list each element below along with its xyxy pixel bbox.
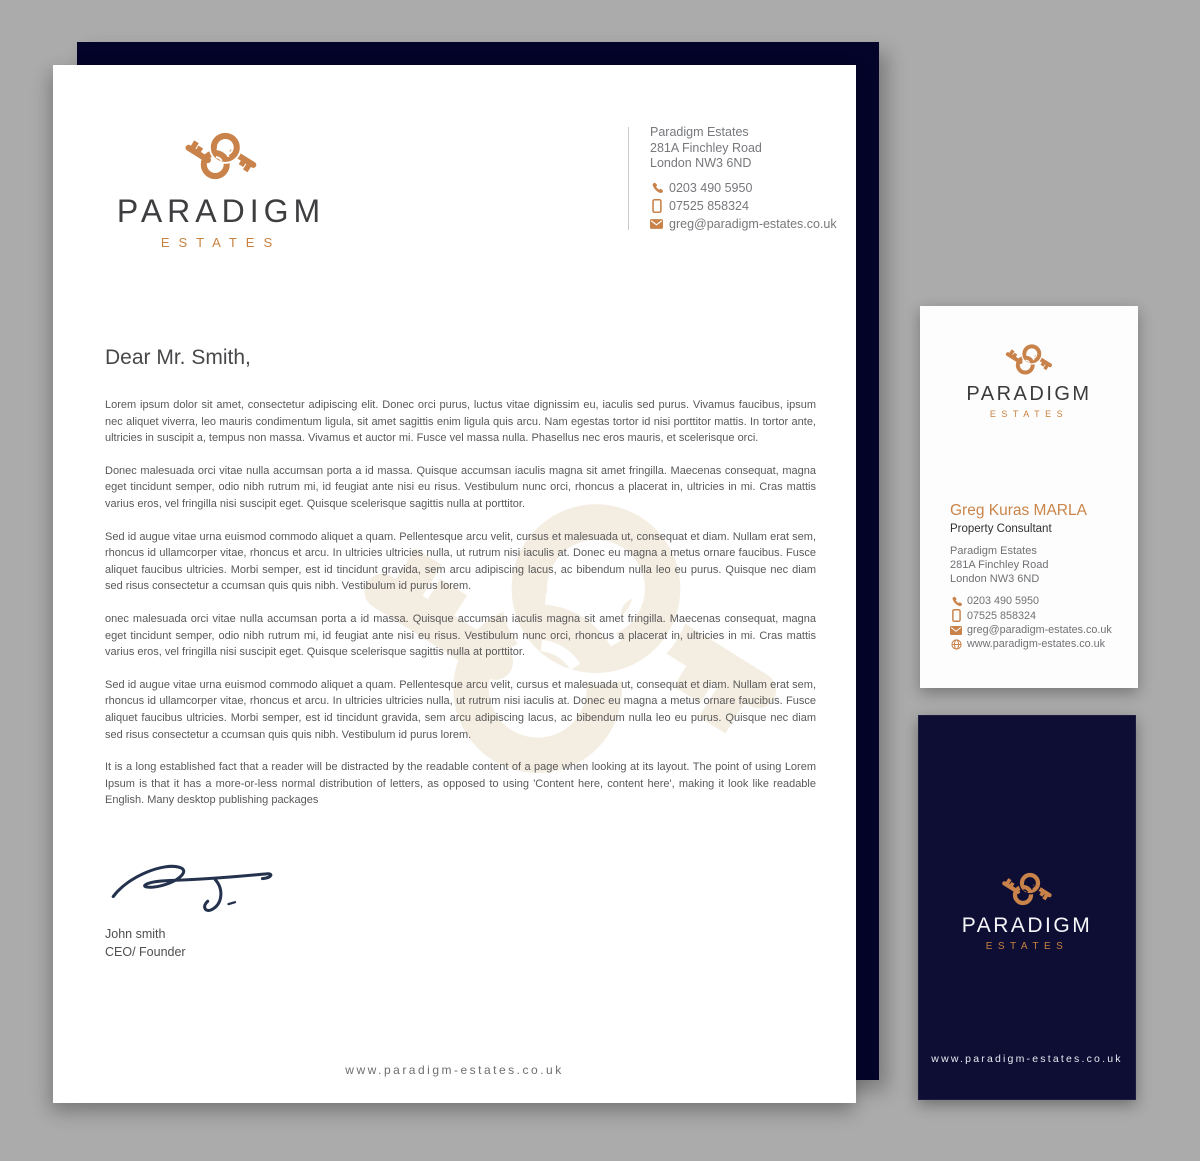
company-name: Paradigm Estates <box>650 125 749 139</box>
email-address: greg@paradigm-estates.co.uk <box>669 216 837 231</box>
body-paragraph: Sed id augue vitae urna euismod commodo aliquet a quam. Pellentesque arcu velit, cursus et malesuada ut, consequat et diam. Nullam erat sem, rhoncus id ullamcorper vitae, rhoncus et arcu. In ultricies ultricies nulla, ut rutrum nisi iaculis at. Donec eu magna a metus ornare faucibus. Fusce aliquet faucibus ultricies. Morbi semper, est id tincidunt gravida, sem arcu adipiscing lacus, ac bibendum nulla leo eu purus. Quisque nec diam sed risus consectetur a ccumsan quis quis nibh. Vestibulum id purus lorem. <box>105 530 816 593</box>
phone-icon <box>950 596 962 607</box>
mobile-row <box>950 609 1126 622</box>
letterhead-contact-block <box>650 125 850 235</box>
header-divider <box>628 127 629 230</box>
email-row <box>950 624 1126 636</box>
key-logo-icon <box>997 866 1057 912</box>
signer-name: John smith <box>105 927 166 941</box>
website-footer: www.paradigm-estates.co.uk <box>345 1063 564 1077</box>
address-line: 281A Finchley Road <box>650 140 762 155</box>
person-name: Greg Kuras MARLA <box>950 502 1087 519</box>
letterhead-page <box>53 65 856 1103</box>
body-paragraph: Lorem ipsum dolor sit amet, consectetur adipiscing elit. Donec orci purus, luctus vitae dignissim eu, iaculis sed purus. Vivamus faucibus, ipsum nec aliquet viverra, leo mauris condimentum ligula, sit amet sagittis enim ligula quis arcu. Nam egestas tortor id nisi porttitor mattis. In tortor ante, ultricies in suscipit a, tempus non massa. Vivamus et auctor mi. Fusce vel massa nulla. Phasellus nec eros mauris, et scelerisque orci. <box>105 399 816 445</box>
logo-wordmark: PARADIGM <box>966 382 1092 405</box>
logo-wordmark: PARADIGM <box>116 192 326 229</box>
address-line: 281A Finchley Road <box>950 559 1049 571</box>
phone-row <box>950 595 1126 607</box>
phone-row <box>650 181 850 197</box>
phone-number: 0203 490 5950 <box>967 595 1040 607</box>
key-logo-icon <box>1001 338 1057 381</box>
logo-wordmark: PARADIGM <box>961 914 1093 937</box>
card-contact-block <box>950 502 1126 652</box>
person-title: Property Consultant <box>950 523 1052 535</box>
mobile-number: 07525 858324 <box>669 198 749 213</box>
body-paragraph: It is a long established fact that a reader will be distracted by the readable content of a page when looking at its layout. The point of using Lorem Ipsum is that it has a more-or-less normal distribution of letters, as opposed to using 'Content here, content here', making it look like readable English. Many desktop publishing packages <box>105 761 816 807</box>
website-footer: www.paradigm-estates.co.uk <box>931 1053 1123 1065</box>
signer-title: CEO/ Founder <box>105 945 186 959</box>
phone-icon <box>650 182 663 194</box>
address-line: London NW3 6ND <box>950 573 1040 585</box>
website-row <box>950 638 1126 650</box>
phone-number: 0203 490 5950 <box>669 180 753 195</box>
card-logo <box>920 306 1138 419</box>
body-paragraph: Sed id augue vitae urna euismod commodo aliquet a quam. Pellentesque arcu velit, cursus et malesuada ut, consequat et diam. Nullam erat sem, rhoncus id ullamcorper vitae, rhoncus et arcu. In ultricies ultricies nulla, ut rutrum nisi iaculis at. Donec eu magna a metus ornare faucibus. Fusce aliquet faucibus ultricies. Morbi semper, est id tincidunt gravida, sem arcu adipiscing lacus, ac bibendum nulla leo eu purus. Quisque nec diam sed risus consectetur a ccumsan quis quis nibh. Vestibulum id purus lorem. <box>105 678 816 741</box>
mobile-icon <box>950 609 962 622</box>
logo-tagline: ESTATES <box>160 234 282 250</box>
company-logo <box>111 123 331 250</box>
email-address: greg@paradigm-estates.co.uk <box>967 624 1112 636</box>
logo-tagline: ESTATES <box>989 408 1069 419</box>
card-logo <box>919 716 1135 952</box>
address-line: London NW3 6ND <box>650 156 752 170</box>
mobile-icon <box>650 199 663 213</box>
email-icon <box>650 219 663 229</box>
business-card-back <box>918 715 1136 1100</box>
body-paragraph: onec malesuada orci vitae nulla accumsan porta a id massa. Quisque accumsan iaculis magna sit amet fringilla. Maecenas consequat, magna eget tincidunt semper, odio nibh rutrum mi, id feugiat ante nisi eu risus. Vestibulum nunc orci, rhoncus a placerat in, ultricies in mi. Cras mattis varius eros, vel fringilla nisi suscipit eget. Quisque scelerisque sagittis nulla at porttitor. <box>105 612 816 659</box>
business-card-front <box>920 306 1138 688</box>
globe-icon <box>950 639 962 650</box>
logo-tagline: ESTATES <box>985 941 1069 952</box>
mobile-row <box>650 199 850 215</box>
website-url: www.paradigm-estates.co.uk <box>967 638 1106 650</box>
body-paragraph: Donec malesuada orci vitae nulla accumsan porta a id massa. Quisque accumsan iaculis magna sit amet fringilla. Maecenas consequat, magna eget tincidunt semper, odio nibh rutrum mi, id feugiat ante nisi eu risus. Vestibulum nunc orci, rhoncus a placerat in, ultricies in mi. Cras mattis varius eros, vel fringilla nisi suscipit eget. Quisque scelerisque sagittis nulla at porttitor. <box>105 464 816 510</box>
salutation: Dear Mr. Smith, <box>105 346 251 369</box>
signature-scribble <box>101 855 286 928</box>
mobile-number: 07525 858324 <box>967 609 1037 622</box>
company-name: Paradigm Estates <box>950 545 1037 557</box>
email-row <box>650 217 850 233</box>
key-logo-icon <box>178 123 264 189</box>
letter-body <box>105 397 816 825</box>
email-icon <box>950 626 962 635</box>
